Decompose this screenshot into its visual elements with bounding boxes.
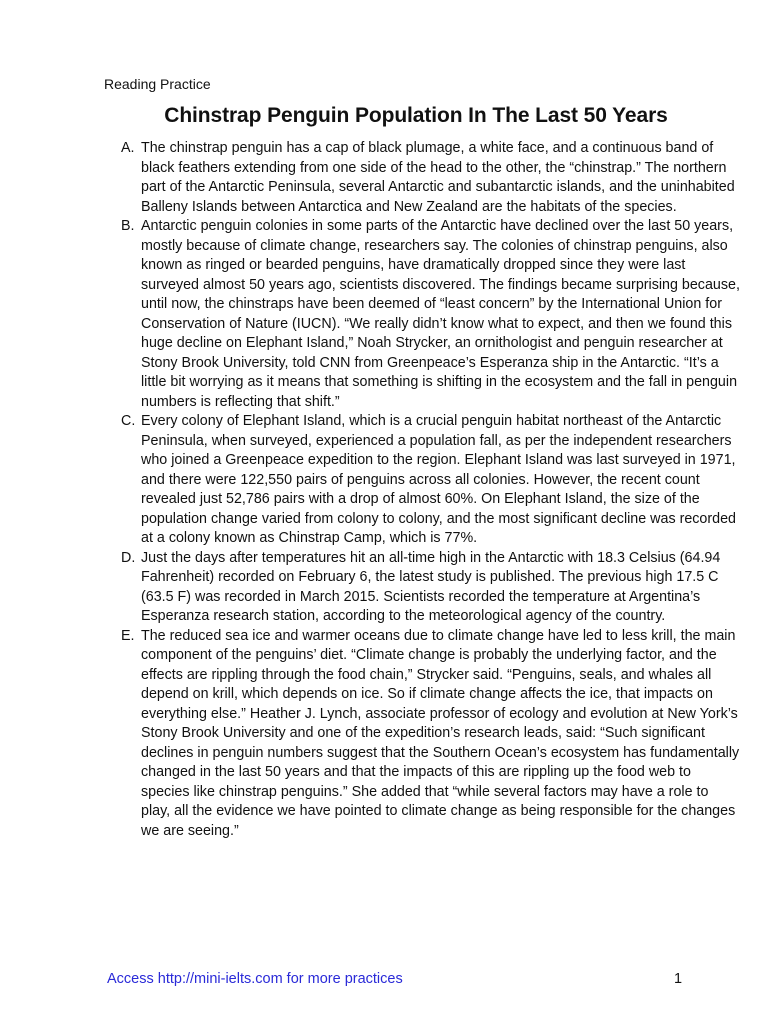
page-number: 1 (674, 971, 683, 987)
footer-link[interactable]: Access http://mini-ielts.com for more practices (107, 971, 403, 987)
paragraph-d (121, 549, 741, 627)
header-label: Reading Practice (104, 76, 211, 92)
paragraph-letter: A. (121, 140, 135, 156)
paragraph-text: Just the days after temperatures hit an all-time high in the Antarctic with 18.3 Celsius (64.94 Fahrenheit) recorded on February 6, the latest study is published. The previous high 17.5 C (63.5 F) was recorded in March 2015. Scientists recorded the temperature at Argentina’s Esperanza research station, according to the meteorological agency of the country. (141, 549, 721, 624)
paragraph-text: Antarctic penguin colonies in some parts of the Antarctic have declined over the last 50 years, mostly because of climate change, researchers say. The colonies of chinstrap penguins, also known as ringed or bearded penguins, have dramatically dropped since they were last surveyed almost 50 years ago, scientists discovered. The findings became surprising because, until now, the chinstraps have been deemed of “least concern” by the International Union for Conservation of Nature (IUCN). “We really didn’t know what to expect, and then we found this huge decline on Elephant Island,” Noah Strycker, an ornithologist and penguin researcher at Stony Brook University, told CNN from Greenpeace’s Esperanza ship in the Antarctic. “It’s a little bit worrying as it means that something is shifting in the ecosystem and the fall in penguin numbers is reflecting that shift.” (141, 218, 740, 410)
page-title: Chinstrap Penguin Population In The Last 50 Years (164, 104, 668, 127)
paragraph-a (121, 139, 741, 217)
reading-paragraphs (121, 139, 741, 841)
paragraph-letter: B. (121, 218, 135, 234)
paragraph-text: The reduced sea ice and warmer oceans due to climate change have led to less krill, the main component of the penguins’ diet. “Climate change is probably the underlying factor, and the effects are rippling through the food chain,” Strycker said. “Penguins, seals, and whales all depend on krill, which depends on ice. So if climate change affects the ice, that impacts on everything else.” Heather J. Lynch, associate professor of ecology and evolution at New York’s Stony Brook University and one of the expedition’s research leads, said: “Such significant declines in penguin numbers suggest that the Southern Ocean’s ecosystem has fundamentally changed in the last 50 years and that the impacts of this are rippling up the food web to species like chinstrap penguins.” She added that “while several factors may have a role to play, all the evidence we have pointed to climate change as being responsible for the changes we are seeing.” (141, 627, 740, 839)
paragraph-letter: D. (121, 549, 136, 566)
paragraph-letter: C. (121, 413, 136, 429)
paragraph-text: The chinstrap penguin has a cap of black plumage, a white face, and a continuous band of black feathers extending from one side of the head to the other, the “chinstrap.” The northern part of the Antarctic Peninsula, several Antarctic and subantarctic islands, and the uninhabited Balleny Islands between Antarctica and New Zealand are the habitats of the species. (141, 140, 735, 215)
paragraph-text: Every colony of Elephant Island, which is a crucial penguin habitat northeast of the Antarctic Peninsula, when surveyed, experienced a population fall, as per the independent researchers who joined a Greenpeace expedition to the region. Elephant Island was last surveyed in 1971, and there were 122,550 pairs of penguins across all colonies. However, the recent count revealed just 52,786 pairs with a drop of almost 60%. On Elephant Island, the size of the population change varied from colony to colony, and the most significant decline was recorded at a colony known as Chinstrap Camp, which is 77%. (141, 413, 736, 546)
paragraph-b (121, 217, 741, 412)
paragraph-letter: E. (121, 627, 135, 644)
paragraph-e (121, 627, 741, 842)
paragraph-c (121, 412, 741, 549)
